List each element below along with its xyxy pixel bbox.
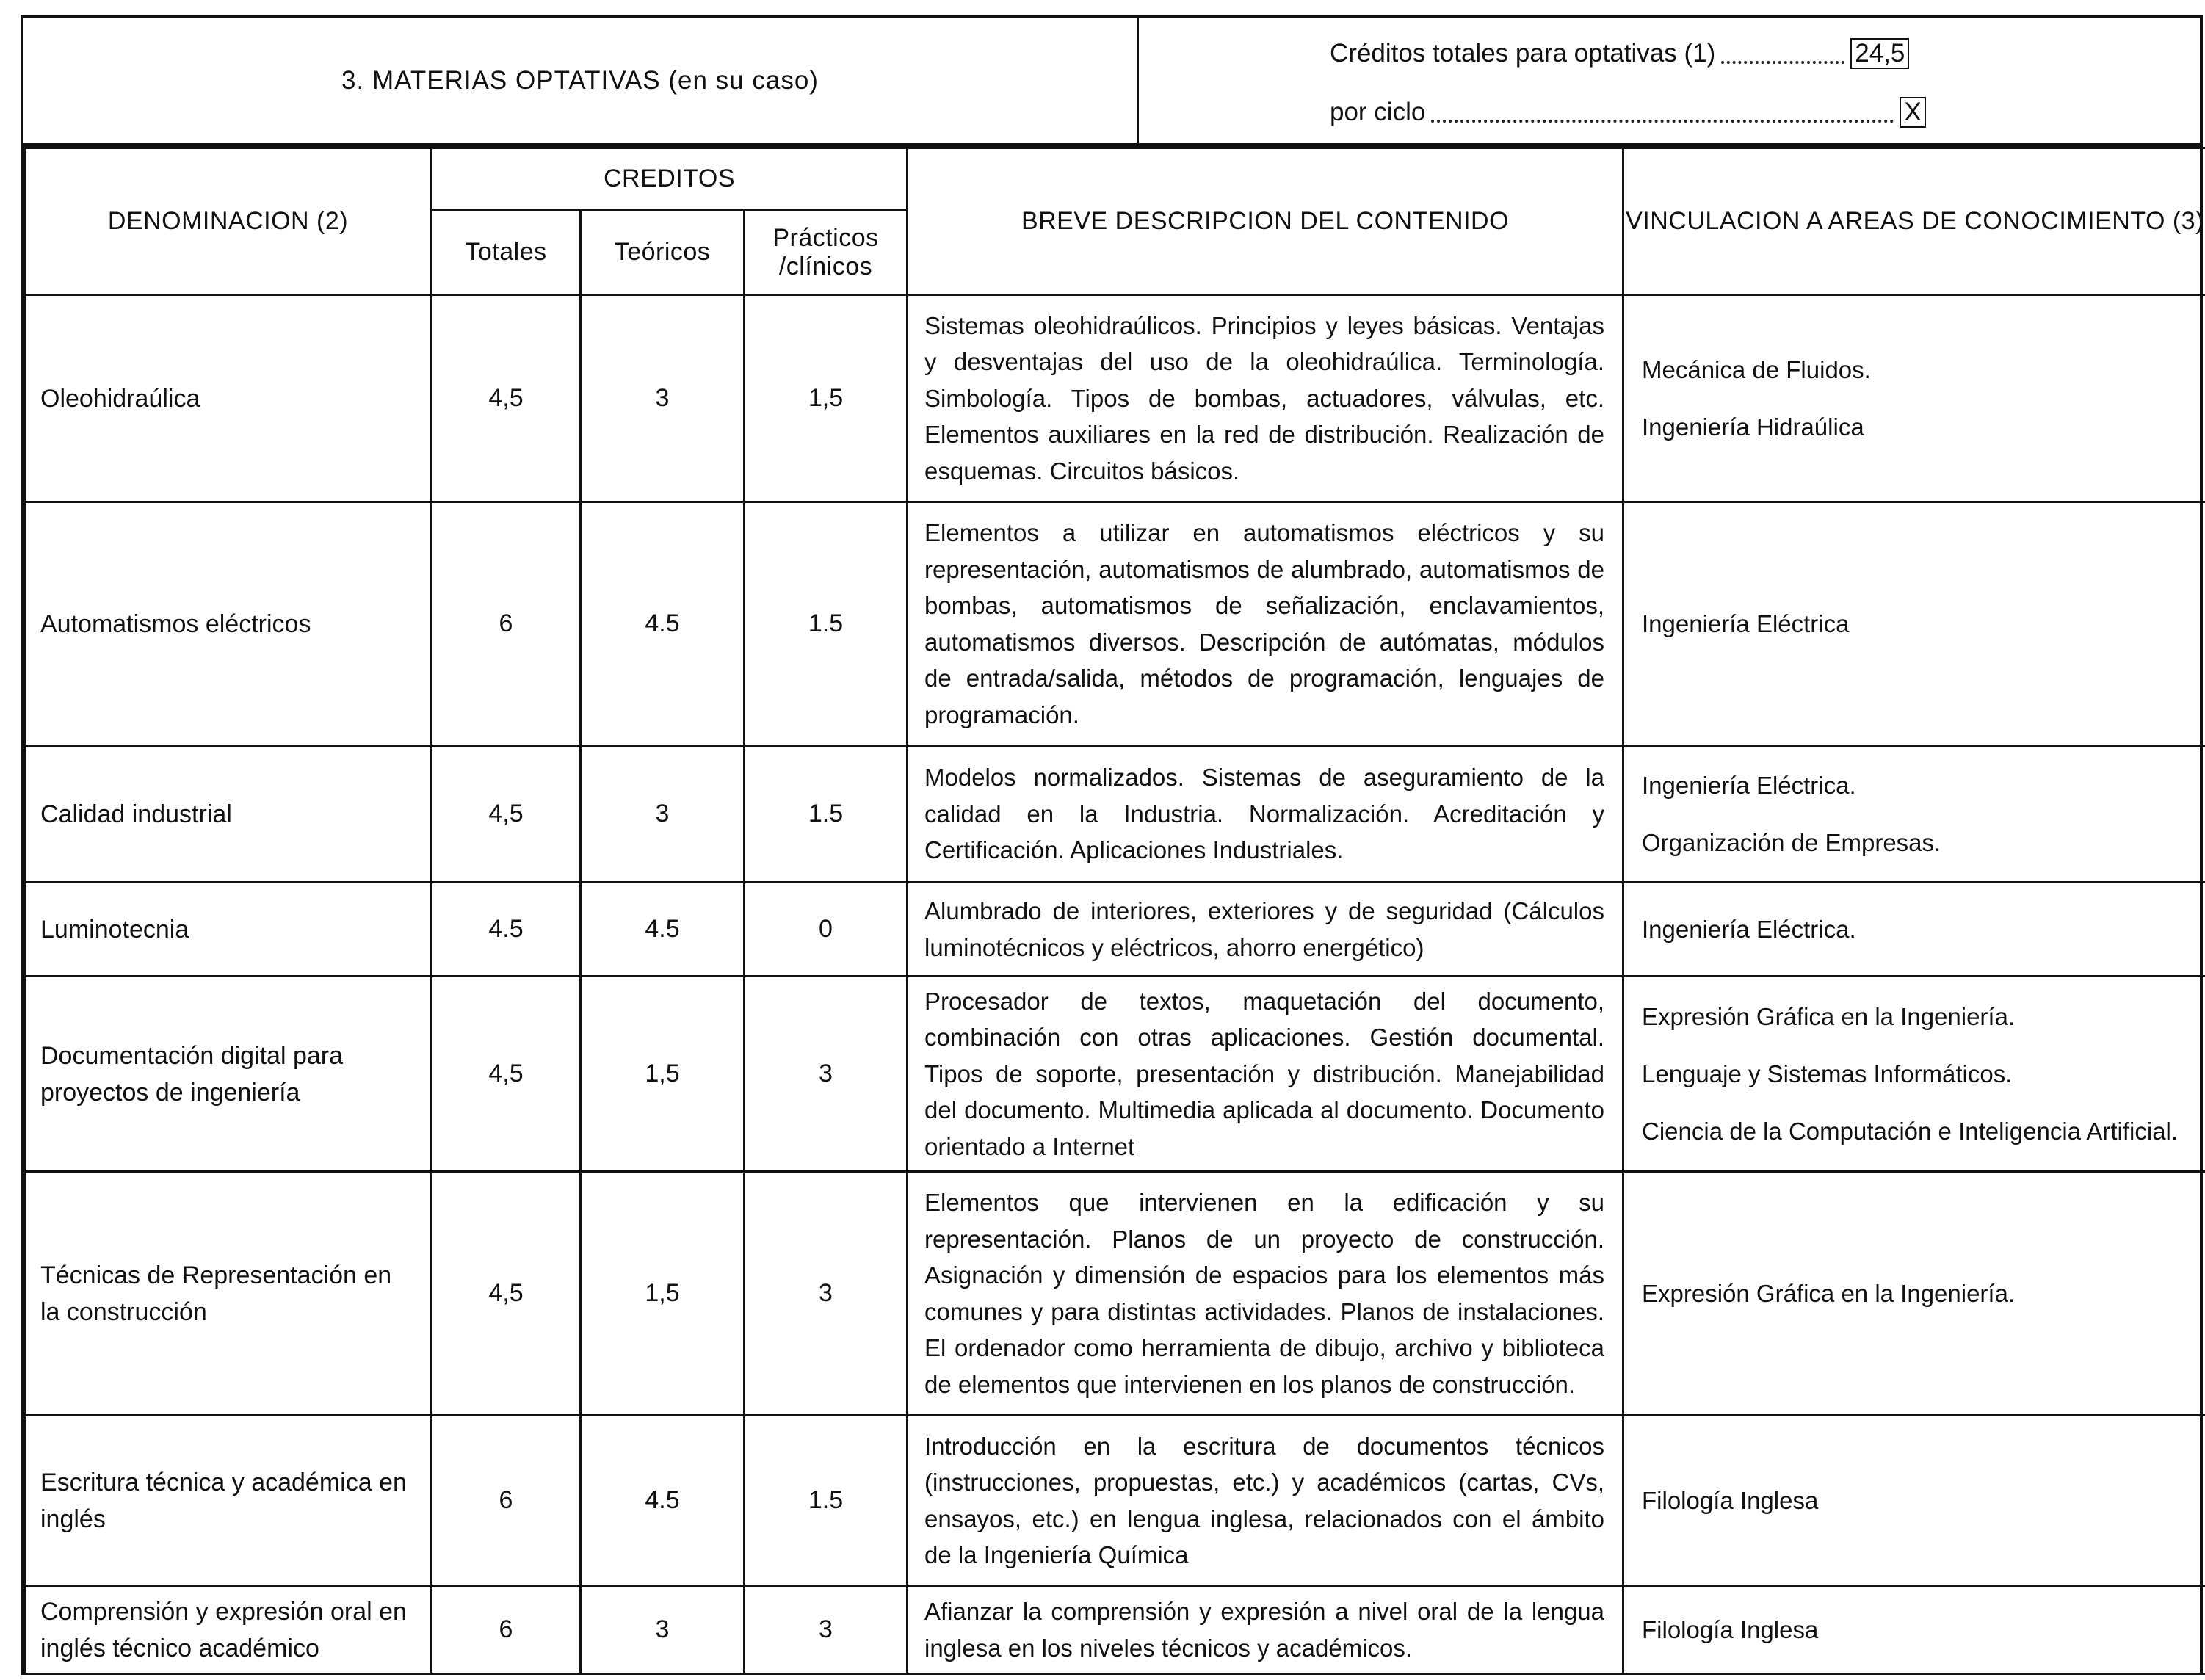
area-item: Ingeniería Eléctrica bbox=[1642, 609, 1850, 637]
credits-total: 6 bbox=[432, 1416, 581, 1586]
subject-name: Automatismos eléctricos bbox=[25, 502, 432, 746]
area-item: Ciencia de la Computación e Inteligencia Artificial. bbox=[1642, 1117, 2179, 1145]
table-row bbox=[25, 295, 2205, 502]
subject-description: Alumbrado de interiores, exteriores y de seguridad (Cálculos luminotécnicos y eléctricos, ahorro energético) bbox=[908, 883, 1623, 977]
table-row bbox=[25, 883, 2205, 977]
col-denominacion: DENOMINACION (2) bbox=[25, 148, 432, 295]
dotted-leader bbox=[1721, 43, 1844, 64]
subject-name: Calidad industrial bbox=[25, 746, 432, 883]
credits-total: 4.5 bbox=[432, 883, 581, 977]
area-item: Filología Inglesa bbox=[1642, 1486, 1819, 1514]
subject-description: Afianzar la comprensión y expresión a nivel oral de la lengua inglesa en los niveles técnicos y académicos. bbox=[908, 1586, 1623, 1674]
col-practicos-line2: /clínicos bbox=[778, 252, 873, 280]
subject-name: Oleohidraúlica bbox=[25, 295, 432, 502]
area-item: Lenguaje y Sistemas Informáticos. bbox=[1642, 1060, 2013, 1087]
credits-total: 4,5 bbox=[432, 977, 581, 1172]
credits-theory: 3 bbox=[581, 746, 745, 883]
header-band bbox=[23, 18, 2200, 147]
col-creditos: CREDITOS bbox=[432, 148, 908, 210]
subject-description: Elementos que intervienen en la edificación y su representación. Planos de un proyecto de construcción. Asignación y dimensión de espacios para los elementos más comunes y para distintas actividades. Planos de instalaciones. El ordenador como herramienta de dibujo, archivo y biblioteca de elementos que intervienen en los planos de construcción. bbox=[908, 1172, 1623, 1416]
knowledge-areas bbox=[1623, 977, 2205, 1172]
col-practicos-line1: Prácticos bbox=[772, 223, 879, 252]
credits-practice: 3 bbox=[745, 1586, 908, 1674]
total-credits-value: 24,5 bbox=[1850, 38, 1909, 69]
total-credits-line bbox=[1330, 38, 1909, 69]
table-row bbox=[25, 1172, 2205, 1416]
knowledge-areas bbox=[1623, 1586, 2205, 1674]
subject-name: Documentación digital para proyectos de ingeniería bbox=[25, 977, 432, 1172]
area-item: Ingeniería Eléctrica. bbox=[1642, 915, 1856, 943]
knowledge-areas bbox=[1623, 295, 2205, 502]
table-row bbox=[25, 502, 2205, 746]
optional-subjects-form bbox=[21, 15, 2203, 1675]
subject-name: Luminotecnia bbox=[25, 883, 432, 977]
credits-theory: 4.5 bbox=[581, 1416, 745, 1586]
form-frame bbox=[21, 15, 2203, 1675]
area-item: Mecánica de Fluidos. bbox=[1642, 355, 1871, 383]
col-vinculacion: VINCULACION A AREAS DE CONOCIMIENTO (3) bbox=[1623, 148, 2205, 295]
knowledge-areas bbox=[1623, 883, 2205, 977]
col-descripcion: BREVE DESCRIPCION DEL CONTENIDO bbox=[908, 148, 1623, 295]
subject-description: Introducción en la escritura de documentos técnicos (instrucciones, propuestas, etc.) y académicos (cartas, CVs, ensayos, etc.) en lengua inglesa, relacionados con el ámbito de la Ingeniería Química bbox=[908, 1416, 1623, 1586]
subject-description: Sistemas oleohidraúlicos. Principios y leyes básicas. Ventajas y desventajas del uso de la oleohidraúlica. Terminología. Simbología. Tipos de bombas, actuadores, válvulas, etc. Elementos auxiliares en la red de distribución. Realización de esquemas. Circuitos básicos. bbox=[908, 295, 1623, 502]
credits-practice: 1.5 bbox=[745, 502, 908, 746]
credits-practice: 1.5 bbox=[745, 746, 908, 883]
area-item: Expresión Gráfica en la Ingeniería. bbox=[1642, 1002, 2016, 1030]
credits-theory: 4.5 bbox=[581, 883, 745, 977]
credits-summary bbox=[1139, 18, 2200, 143]
credits-theory: 3 bbox=[581, 295, 745, 502]
col-totales: Totales bbox=[432, 210, 581, 295]
credits-total: 6 bbox=[432, 502, 581, 746]
per-cycle-label: por ciclo bbox=[1330, 98, 1426, 126]
area-item: Ingeniería Hidraúlica bbox=[1642, 413, 1864, 441]
knowledge-areas bbox=[1623, 1172, 2205, 1416]
subject-description: Elementos a utilizar en automatismos eléctricos y su representación, automatismos de alumbrado, automatismos de bombas, automatismos de señalización, enclavamientos, automatismos diversos. Descripción de autómatas, módulos de entrada/salida, métodos de programación, lenguajes de programación. bbox=[908, 502, 1623, 746]
total-credits-label: Créditos totales para optativas (1) bbox=[1330, 39, 1716, 68]
area-item: Expresión Gráfica en la Ingeniería. bbox=[1642, 1279, 2016, 1307]
credits-practice: 3 bbox=[745, 977, 908, 1172]
subject-description: Procesador de textos, maquetación del documento, combinación con otras aplicaciones. Gestión documental. Tipos de soporte, presentación y distribución. Manejabilidad del documento. Multimedia aplicada al documento. Documento orientado a Internet bbox=[908, 977, 1623, 1172]
table-row bbox=[25, 1586, 2205, 1674]
credits-theory: 4.5 bbox=[581, 502, 745, 746]
subject-name: Escritura técnica y académica en inglés bbox=[25, 1416, 432, 1586]
section-title: 3. MATERIAS OPTATIVAS (en su caso) bbox=[23, 18, 1139, 143]
credits-total: 4,5 bbox=[432, 1172, 581, 1416]
subjects-table bbox=[23, 147, 2205, 1675]
credits-practice: 1,5 bbox=[745, 295, 908, 502]
credits-practice: 1.5 bbox=[745, 1416, 908, 1586]
subject-name: Técnicas de Representación en la construcción bbox=[25, 1172, 432, 1416]
credits-theory: 3 bbox=[581, 1586, 745, 1674]
knowledge-areas bbox=[1623, 502, 2205, 746]
credits-theory: 1,5 bbox=[581, 1172, 745, 1416]
credits-theory: 1,5 bbox=[581, 977, 745, 1172]
col-teoricos: Teóricos bbox=[581, 210, 745, 295]
table-row bbox=[25, 746, 2205, 883]
credits-total: 4,5 bbox=[432, 295, 581, 502]
subject-description: Modelos normalizados. Sistemas de aseguramiento de la calidad en la Industria. Normalización. Acreditación y Certificación. Aplicaciones Industriales. bbox=[908, 746, 1623, 883]
area-item: Organización de Empresas. bbox=[1642, 828, 1941, 856]
knowledge-areas bbox=[1623, 746, 2205, 883]
credits-total: 6 bbox=[432, 1586, 581, 1674]
knowledge-areas bbox=[1623, 1416, 2205, 1586]
per-cycle-value: X bbox=[1900, 97, 1925, 128]
area-item: Filología Inglesa bbox=[1642, 1615, 1819, 1643]
credits-practice: 0 bbox=[745, 883, 908, 977]
table-row bbox=[25, 977, 2205, 1172]
subject-name: Comprensión y expresión oral en inglés técnico académico bbox=[25, 1586, 432, 1674]
credits-total: 4,5 bbox=[432, 746, 581, 883]
col-practicos bbox=[745, 210, 908, 295]
area-item: Ingeniería Eléctrica. bbox=[1642, 771, 1856, 799]
credits-practice: 3 bbox=[745, 1172, 908, 1416]
per-cycle-line bbox=[1330, 97, 1926, 128]
dotted-leader bbox=[1431, 102, 1894, 123]
table-row bbox=[25, 1416, 2205, 1586]
